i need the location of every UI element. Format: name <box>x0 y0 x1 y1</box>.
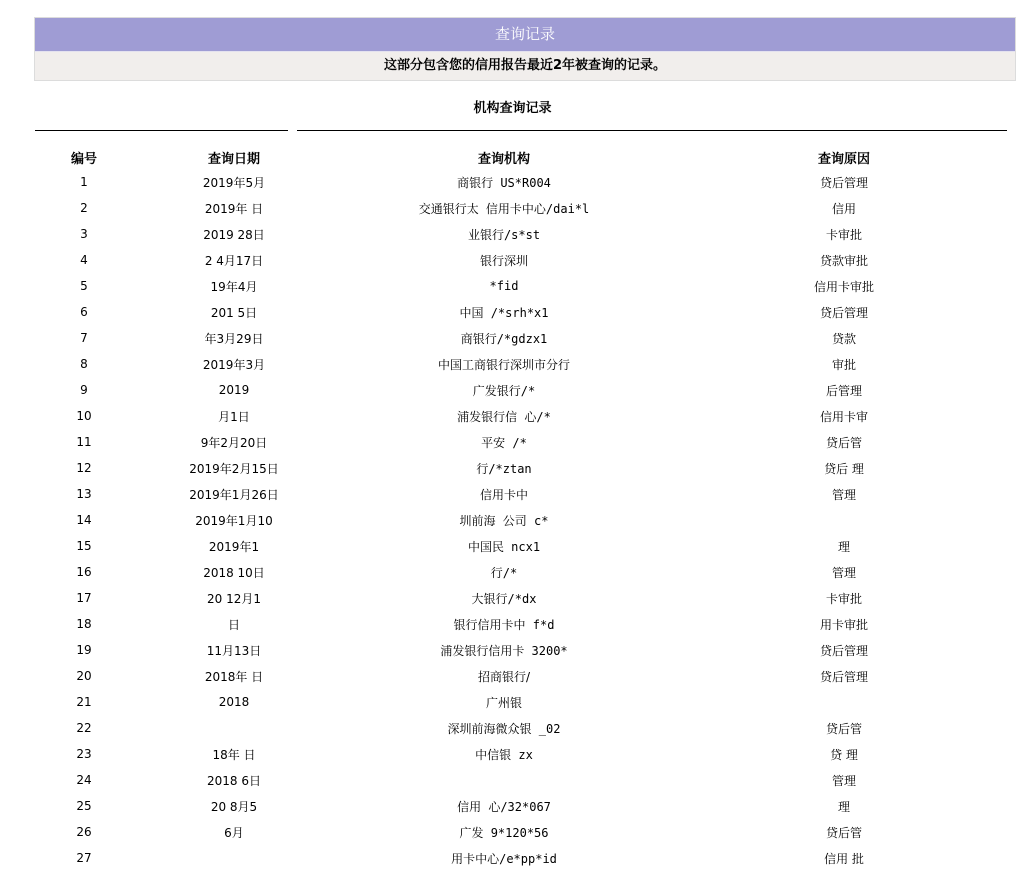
query-reason: 贷后管理 <box>819 669 868 684</box>
query-reason: 后管理 <box>825 383 862 398</box>
query-reason <box>674 689 1014 715</box>
query-reason: 理 <box>837 539 850 554</box>
row-number: 9 <box>80 383 88 397</box>
row-number: 4 <box>80 253 88 267</box>
query-institution: 用卡中心/e*pp*id <box>451 851 557 866</box>
query-reason: 审批 <box>831 357 856 372</box>
column-header-reason: 查询原因 <box>817 151 870 167</box>
query-reason: 贷后管 <box>825 435 862 450</box>
row-number: 24 <box>76 773 92 787</box>
table-row <box>34 221 1014 247</box>
query-reason: 贷后管 <box>825 825 862 840</box>
row-number: 18 <box>76 617 92 631</box>
query-institution: 中国民 ncx1 <box>467 539 541 554</box>
query-date: 2019年1月10 <box>195 513 273 528</box>
query-reason: 贷 理 <box>830 747 858 762</box>
table-row <box>34 637 1014 663</box>
row-number: 16 <box>76 565 92 579</box>
query-reason: 信用卡审 <box>819 409 868 424</box>
row-number: 11 <box>76 435 92 449</box>
query-reason: 理 <box>837 799 850 814</box>
query-date <box>134 715 334 741</box>
query-date: 2018 6日 <box>207 773 261 788</box>
row-number: 15 <box>76 539 92 553</box>
table-row <box>34 247 1014 273</box>
query-institution: 银行深圳 <box>479 253 528 268</box>
query-reason: 贷款 <box>831 331 856 346</box>
column-header-date: 查询日期 <box>207 151 260 167</box>
query-institution: 信用卡中 <box>479 487 528 502</box>
table-row <box>34 299 1014 325</box>
row-number: 3 <box>80 227 88 241</box>
query-reason: 卡审批 <box>825 227 862 242</box>
query-date: 2 4月17日 <box>204 253 264 268</box>
query-reason: 管理 <box>831 565 856 580</box>
table-row <box>34 429 1014 455</box>
query-reason: 贷款审批 <box>819 253 868 268</box>
table-row <box>34 325 1014 351</box>
table-row <box>34 845 1014 871</box>
query-institution: 中国工商银行深圳市分行 <box>437 357 570 372</box>
query-date: 2019年 日 <box>204 201 264 216</box>
query-date: 2019年5月 <box>202 175 266 190</box>
panel-subtitle: 这部分包含您的信用报告最近2年被查询的记录。 <box>35 51 1015 80</box>
table-row <box>34 403 1014 429</box>
query-date <box>134 845 334 871</box>
row-number: 22 <box>76 721 92 735</box>
query-date: 2019 <box>218 383 250 397</box>
table-row <box>34 481 1014 507</box>
query-institution: 银行信用卡中 f*d <box>453 617 555 632</box>
query-reason: 贷后管 <box>825 721 862 736</box>
query-institution: 商银行/*gdzx1 <box>460 331 548 346</box>
query-institution: 中信银 zx <box>475 747 533 762</box>
table-row <box>34 585 1014 611</box>
table-row <box>34 767 1014 793</box>
query-institution: 信用 心/32*067 <box>457 799 551 814</box>
table-row <box>34 533 1014 559</box>
query-date: 2018 <box>218 695 250 709</box>
query-reason: 卡审批 <box>825 591 862 606</box>
table-row <box>34 351 1014 377</box>
row-number: 10 <box>76 409 92 423</box>
query-date: 2019年1 <box>208 539 260 554</box>
column-header-institution: 查询机构 <box>477 151 530 167</box>
query-date: 2019年1月26日 <box>189 487 279 502</box>
query-date: 6月 <box>224 825 244 840</box>
row-number: 23 <box>76 747 92 761</box>
row-number: 1 <box>80 175 88 189</box>
query-reason: 贷后 理 <box>824 461 864 476</box>
query-records-table <box>34 145 1014 871</box>
row-number: 7 <box>80 331 88 345</box>
section-divider-left <box>35 130 288 131</box>
table-row <box>34 819 1014 845</box>
query-date: 9年2月20日 <box>200 435 268 450</box>
table-row <box>34 793 1014 819</box>
query-reason: 管理 <box>831 773 856 788</box>
row-number: 2 <box>80 201 88 215</box>
row-number: 12 <box>76 461 92 475</box>
section-divider-right <box>297 130 1007 131</box>
query-reason: 贷后管理 <box>819 175 868 190</box>
query-reason: 信用卡审批 <box>813 279 874 294</box>
row-number: 27 <box>76 851 92 865</box>
row-number: 8 <box>80 357 88 371</box>
query-institution: 行/* <box>490 565 518 580</box>
query-records-panel <box>34 17 1016 81</box>
query-institution: 广州银 <box>485 695 522 710</box>
query-date: 2019年2月15日 <box>189 461 279 476</box>
table-row <box>34 377 1014 403</box>
column-header-number: 编号 <box>70 151 97 167</box>
query-institution: 广发银行/* <box>472 383 536 398</box>
table-row <box>34 507 1014 533</box>
query-date: 月1日 <box>218 409 250 424</box>
query-date: 2018 10日 <box>203 565 265 580</box>
table-row <box>34 455 1014 481</box>
query-institution: 招商银行/ <box>477 669 531 684</box>
query-date: 20 8月5 <box>210 799 258 814</box>
query-date: 11月13日 <box>206 643 262 658</box>
query-institution: 中国 /*srh*x1 <box>459 305 549 320</box>
query-date: 2018年 日 <box>204 669 264 684</box>
query-institution: 圳前海 公司 c* <box>459 513 549 528</box>
query-institution: 广发 9*120*56 <box>459 825 549 840</box>
query-date: 19年4月 <box>210 279 258 294</box>
query-institution: 商银行 US*R004 <box>457 175 551 190</box>
query-date: 日 <box>227 617 240 632</box>
row-number: 17 <box>76 591 92 605</box>
query-institution: 平安 /* <box>481 435 527 450</box>
query-institution: 深圳前海微众银 _02 <box>447 721 561 736</box>
query-date: 18年 日 <box>212 747 256 762</box>
row-number: 21 <box>76 695 92 709</box>
row-number: 14 <box>76 513 92 527</box>
query-institution: 浦发银行信 心/* <box>457 409 551 424</box>
table-row <box>34 689 1014 715</box>
query-institution: 业银行/s*st <box>467 227 541 242</box>
row-number: 13 <box>76 487 92 501</box>
row-number: 26 <box>76 825 92 839</box>
query-institution: *fid <box>489 279 519 293</box>
query-institution: 浦发银行信用卡 3200* <box>440 643 568 658</box>
query-reason: 信用 批 <box>824 851 864 866</box>
query-institution: 大银行/*dx <box>471 591 537 606</box>
panel-title: 查询记录 <box>35 18 1015 51</box>
row-number: 25 <box>76 799 92 813</box>
table-row <box>34 169 1014 195</box>
table-header-row <box>34 145 1014 169</box>
row-number: 20 <box>76 669 92 683</box>
query-reason: 管理 <box>831 487 856 502</box>
query-date: 20 12月1 <box>207 591 261 606</box>
table-row <box>34 715 1014 741</box>
row-number: 5 <box>80 279 88 293</box>
section-title: 机构查询记录 <box>473 101 552 116</box>
query-reason: 贷后管理 <box>819 305 868 320</box>
row-number: 19 <box>76 643 92 657</box>
table-row <box>34 273 1014 299</box>
query-institution: 行/*ztan <box>476 461 532 476</box>
query-reason <box>674 507 1014 533</box>
query-institution <box>334 767 674 793</box>
query-date: 年3月29日 <box>204 331 264 346</box>
query-reason: 贷后管理 <box>819 643 868 658</box>
table-row <box>34 741 1014 767</box>
table-row <box>34 663 1014 689</box>
query-institution: 交通银行太 信用卡中心/dai*l <box>418 201 590 216</box>
table-row <box>34 611 1014 637</box>
query-date: 2019年3月 <box>202 357 266 372</box>
query-reason: 用卡审批 <box>819 617 868 632</box>
row-number: 6 <box>80 305 88 319</box>
query-date: 2019 28日 <box>203 227 265 242</box>
table-row <box>34 195 1014 221</box>
query-reason: 信用 <box>831 201 856 216</box>
query-date: 201 5日 <box>210 305 258 320</box>
table-row <box>34 559 1014 585</box>
